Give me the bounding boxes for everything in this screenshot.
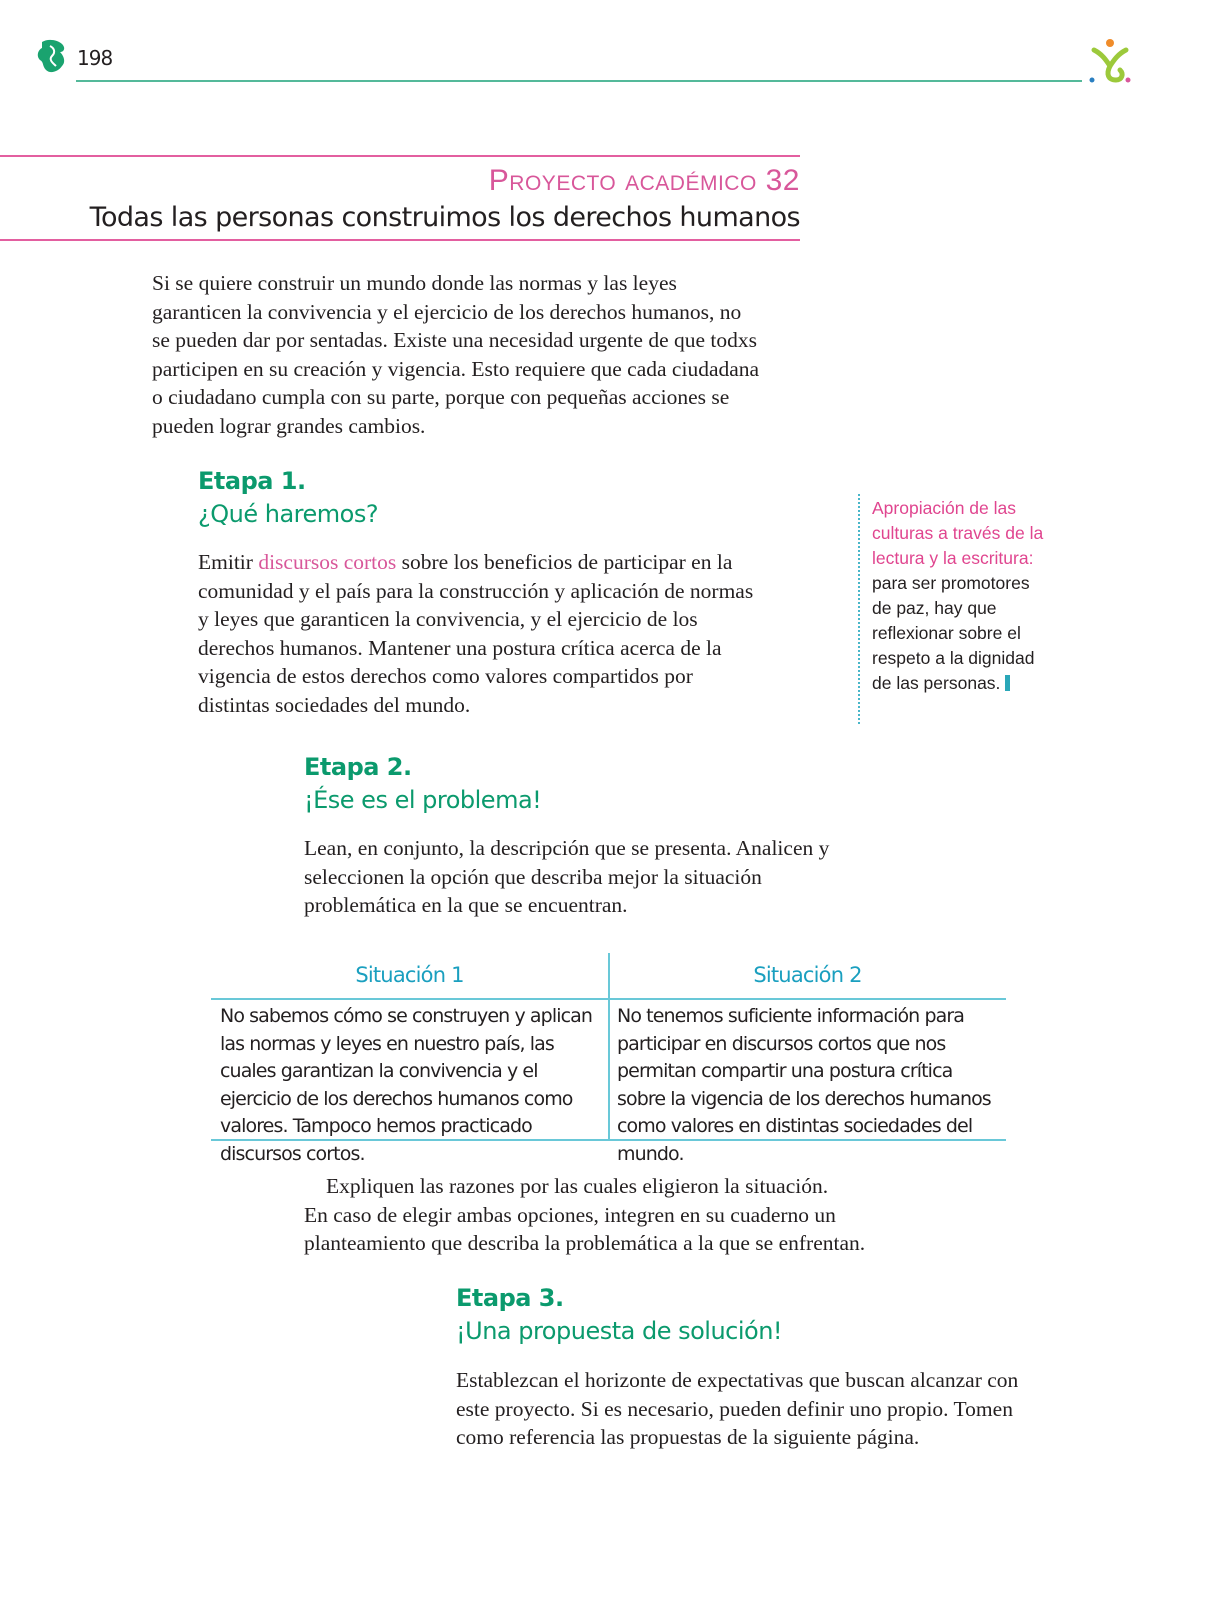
project-title: Todas las personas construimos los derechos humanos xyxy=(89,202,800,233)
colorful-figure-mark-icon xyxy=(1084,36,1136,88)
stage2-paragraph: Lean, en conjunto, la descripción que se presenta. Analicen y seleccionen la opción que describa mejor la situación problemática en la que se encuentran. xyxy=(304,836,830,917)
sidebar-dotted-rule xyxy=(858,494,860,724)
table-bottom-rule xyxy=(211,1139,1006,1141)
situation1-cell: No sabemos cómo se construyen y aplican las normas y leyes en nuestro país, las cuales garantizan la convivencia y el ejercicio de los derechos humanos como valores. Tampoco hemos practicado discursos cortos. xyxy=(220,1005,593,1165)
stage1-text-after: sobre los beneficios de participar en la comunidad y el país para la construcción y aplicación de normas y leyes que garanticen la convivencia, y el ejercicio de los derechos humanos. Mantener una postura crítica acerca de la vigencia de estos derechos como valores compartidos por distintas sociedades del mundo. xyxy=(198,550,754,717)
header-rule xyxy=(76,80,1082,82)
title-rule-top xyxy=(0,155,800,157)
situation2-header: Situación 2 xyxy=(753,963,862,987)
stage1-text-before: Emitir xyxy=(198,550,259,574)
stage2-number: Etapa 2. xyxy=(304,753,412,781)
end-bar-icon xyxy=(1005,675,1010,691)
stage3-subtitle: ¡Una propuesta de solución! xyxy=(456,1317,783,1345)
title-rule-bottom xyxy=(0,239,800,241)
explain-paragraph xyxy=(304,1172,944,1258)
stage3-paragraph: Establezcan el horizonte de expectativas que buscan alcanzar con este proyecto. Si es necesario, pueden definir uno propio. Tomen como referencia las propuestas de la siguiente página. xyxy=(456,1368,1019,1449)
stage3-number: Etapa 3. xyxy=(456,1284,564,1312)
stage1-subtitle: ¿Qué haremos? xyxy=(198,500,379,528)
stage2-heading xyxy=(304,751,541,817)
situation1-header: Situación 1 xyxy=(355,963,464,987)
situations-table xyxy=(211,953,1006,1165)
stage2-subtitle: ¡Ése es el problema! xyxy=(304,786,542,814)
green-cultures-logo-icon xyxy=(36,38,68,76)
sidebar-highlight: Apropiación de las culturas a través de la lectura y la escritura: xyxy=(872,498,1044,568)
situation2-cell: No tenemos suficiente información para participar en discursos cortos que nos permitan compartir una postura crítica sobre la vigencia de los derechos humanos como valores en distintas sociedades del mundo. xyxy=(617,1005,991,1165)
intro-paragraph: Si se quiere construir un mundo donde las normas y las leyes garanticen la convivencia y el ejercicio de los derechos humanos, no se pueden dar por sentadas. Existe una necesidad urgente de que todxs participen en su creación y vigencia. Esto requiere que cada ciudadana o ciudadano cumpla con su parte, porque con pequeñas acciones se pueden lograr grandes cambios. xyxy=(152,271,760,438)
stage3-heading xyxy=(456,1282,782,1348)
stage1-number: Etapa 1. xyxy=(198,467,306,495)
project-label: Proyecto académico 32 xyxy=(488,164,800,197)
sidebar-text: para ser promotores de paz, hay que reflexionar sobre el respeto a la dignidad de las personas. xyxy=(872,573,1035,693)
table-column-rule xyxy=(608,953,610,1139)
stage1-heading xyxy=(198,465,378,531)
explain-line1: Expliquen las razones por las cuales eligieron la situación. xyxy=(326,1174,829,1198)
stage1-paragraph xyxy=(198,548,758,719)
page-number: 198 xyxy=(77,46,113,70)
sidebar-note xyxy=(872,496,1052,696)
explain-rest: En caso de elegir ambas opciones, integren en su cuaderno un planteamiento que describa la problemática a la que se enfrentan. xyxy=(304,1202,866,1255)
discursos-cortos-link[interactable]: discursos cortos xyxy=(258,550,397,574)
